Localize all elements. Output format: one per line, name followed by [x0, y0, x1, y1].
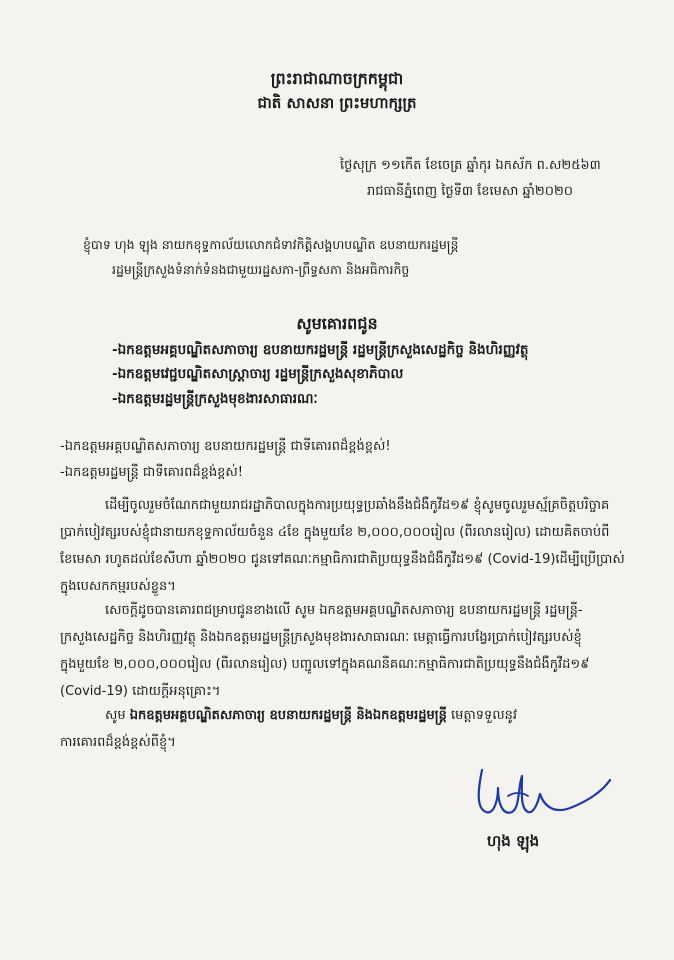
sender-line-1: ខ្ញុំបាទ ហុង ឡុង នាយកខុទ្ទកាល័យលោកជំទាវកិត្តិសង្គហបណ្ឌិត ឧបនាយករដ្ឋមន្ត្រី: [83, 237, 459, 252]
greeting-1: -ឯកឧត្តមអគ្គបណ្ឌិតសភាចារ្យ ឧបនាយករដ្ឋមន្ត្រី ជាទីគោរពដ៏ខ្ពង់ខ្ពស់!: [60, 439, 391, 454]
paragraph-line: ខែមេសា រហូតដល់ខែសីហា ឆ្នាំ២០២០ ជូនទៅគណៈកម្មាធិការជាតិប្រយុទ្ធនឹងជំងឺកូវីដ១៩ (Covid-19)ដើម្បីប្រើប្រាស់: [60, 552, 625, 567]
closing-bold: ឯកឧត្តមអគ្គបណ្ឌិតសភាចារ្យ ឧបនាយករដ្ឋមន្ត្រី និងឯកឧត្តមរដ្ឋមន្ត្រី: [129, 708, 447, 723]
paragraph-line: ដើម្បីចូលរួមចំណែកជាមួយរាជរដ្ឋាភិបាលក្នុងការប្រយុទ្ធប្រឆាំងនឹងជំងឺកូវីដ១៩ ខ្ញុំសូមចូលរួមស្ម័គ្រចិត្តបរិច្ចាគ: [105, 498, 610, 513]
paragraph-line: សេចក្តីដូចបានគោរពជម្រាបជូនខាងលើ សូម ឯកឧត្តមអគ្គបណ្ឌិតសភាចារ្យ ឧបនាយករដ្ឋមន្ត្រី រដ្ឋមន្ត្រី-: [105, 603, 583, 618]
paragraph-line: ក្នុងបេសកកម្មរបស់ខ្លួន។: [60, 579, 176, 594]
closing-tail: មេត្តាទទួលនូវ: [446, 708, 518, 723]
sender-line-2: រដ្ឋមន្ត្រីក្រសួងទំនាក់ទំនងជាមួយរដ្ឋសភា-ព្រឹទ្ធសភា និងអធិការកិច្ច: [112, 262, 410, 277]
greeting-2: -ឯកឧត្តមរដ្ឋមន្ត្រី ជាទីគោរពដ៏ខ្ពង់ខ្ពស់!: [60, 465, 243, 480]
paragraph-line: ការគោរពដ៏ខ្ពង់ខ្ពស់ពីខ្ញុំ។: [60, 735, 176, 750]
paragraph-request: [60, 597, 636, 705]
paragraph-line: [60, 702, 636, 729]
kingdom-title: ព្រះរាជាណាចក្រកម្ពុជា: [270, 69, 404, 88]
recipient-1: -ឯកឧត្តមអគ្គបណ្ឌិតសភាចារ្យ ឧបនាយករដ្ឋមន្ត្រី រដ្ឋមន្ត្រីក្រសួងសេដ្ឋកិច្ច និងហិរញ្ញវត្ថុ: [112, 342, 529, 358]
recipient-3: -ឯកឧត្តមរដ្ឋមន្ត្រីក្រសួងមុខងារសាធារណៈ: [112, 391, 318, 407]
national-motto: ជាតិ សាសនា ព្រះមហាក្សត្រ: [257, 94, 417, 112]
paragraph-donation: [60, 492, 636, 600]
solar-date: រាជធានីភ្នំពេញ ថ្ងៃទី៣ ខែមេសា ឆ្នាំ២០២០: [367, 184, 574, 199]
lunar-date: ថ្ងៃសុក្រ ១១កើត ខែចេត្រ ឆ្នាំកុរ ឯកស័ក ព.ស២៥៦៣: [340, 158, 601, 173]
paragraph-line: ប្រាក់បៀវត្សរបស់ខ្ញុំជានាយកខុទ្ទកាល័យចំនួន ៤ខែ ក្នុងមួយខែ ២,០០០,០០០រៀល (ពីរលានរៀល) ដោយគិតចាប់ពី: [60, 525, 610, 540]
respectfully-to-heading: សូមគោរពជូន: [296, 314, 378, 333]
handwritten-signature: [468, 762, 618, 824]
paragraph-closing: [60, 702, 636, 756]
paragraph-line: ក្រសួងសេដ្ឋកិច្ច និងហិរញ្ញវត្ថុ និងឯកឧត្តមរដ្ឋមន្ត្រីក្រសួងមុខងារសាធារណៈ មេត្តាធ្វើការបង្វែរប្រាក់បៀវត្សរបស់ខ្ញុំ: [60, 630, 582, 645]
paragraph-line: (Covid-19) ដោយក្តីអនុគ្រោះ។: [60, 684, 221, 699]
recipient-2: -ឯកឧត្តមវេជ្ជបណ្ឌិតសាស្ត្រាចារ្យ រដ្ឋមន្ត្រីក្រសួងសុខាភិបាល: [112, 366, 404, 382]
paragraph-line: ក្នុងមួយខែ ២,០០០,០០០រៀល (ពីរលានរៀល) បញ្ជូលទៅក្នុងគណនីគណៈកម្មាធិការជាតិប្រយុទ្ធនឹងជំងឺកូវីដ១៩: [60, 657, 590, 672]
closing-lead: សូម: [105, 708, 130, 723]
signatory-name: ហុង ឡុង: [487, 832, 540, 850]
